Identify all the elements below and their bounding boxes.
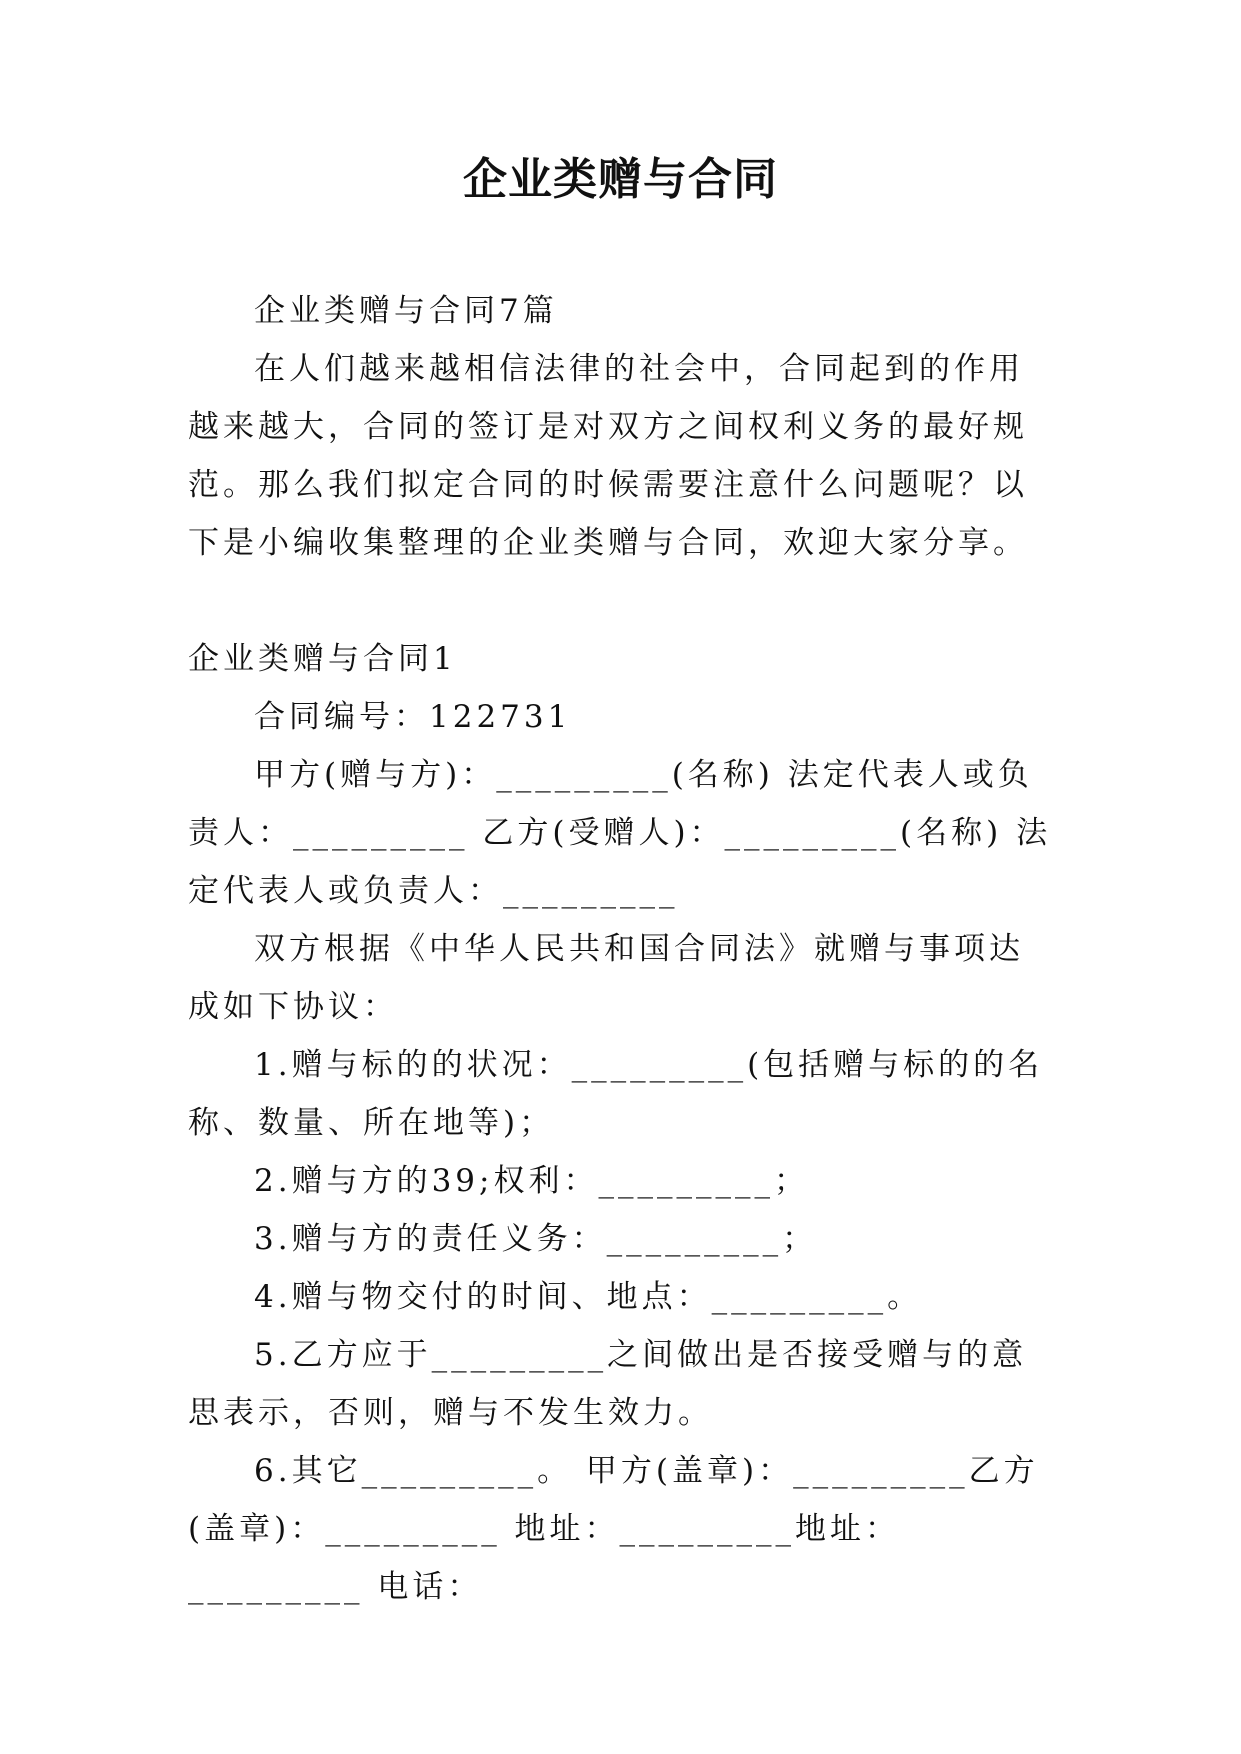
clause-2: 2.赠与方的39;权利：_________； bbox=[254, 1163, 809, 1199]
clause-1: 1.赠与标的的状况：_________(包括赠与标的的名称、数量、所在地等)； bbox=[188, 1047, 1044, 1141]
clause-3: 3.赠与方的责任义务：_________； bbox=[254, 1221, 818, 1257]
contract-number: 合同编号：122731 bbox=[254, 699, 572, 735]
collection-title: 企业类赠与合同7篇 bbox=[254, 293, 558, 329]
section-heading: 企业类赠与合同1 bbox=[188, 641, 457, 677]
document-body bbox=[188, 282, 1058, 1616]
intro-paragraph: 在人们越来越相信法律的社会中，合同起到的作用越来越大，合同的签订是对双方之间权利义务的最好规范。那么我们拟定合同的时候需要注意什么问题呢？以下是小编收集整理的企业类赠与合同，欢迎大家分享。 bbox=[188, 351, 1028, 561]
parties-paragraph: 甲方(赠与方)：_________(名称) 法定代表人或负责人：_________ 乙方(受赠人)：_________(名称) 法定代表人或负责人：_________ bbox=[188, 757, 1052, 909]
paragraph-gap bbox=[188, 572, 1058, 630]
clause-5: 5.乙方应于_________之间做出是否接受赠与的意思表示，否则，赠与不发生效力。 bbox=[188, 1337, 1028, 1431]
document-title: 企业类赠与合同 bbox=[463, 154, 778, 205]
clause-6: 6.其它_________。 甲方(盖章)：_________乙方(盖章)：_________ 地址：_________地址：_________ 电话： bbox=[188, 1453, 1039, 1605]
agreement-paragraph: 双方根据《中华人民共和国合同法》就赠与事项达成如下协议： bbox=[188, 931, 1024, 1025]
clause-4: 4.赠与物交付的时间、地点：_________。 bbox=[254, 1279, 923, 1315]
